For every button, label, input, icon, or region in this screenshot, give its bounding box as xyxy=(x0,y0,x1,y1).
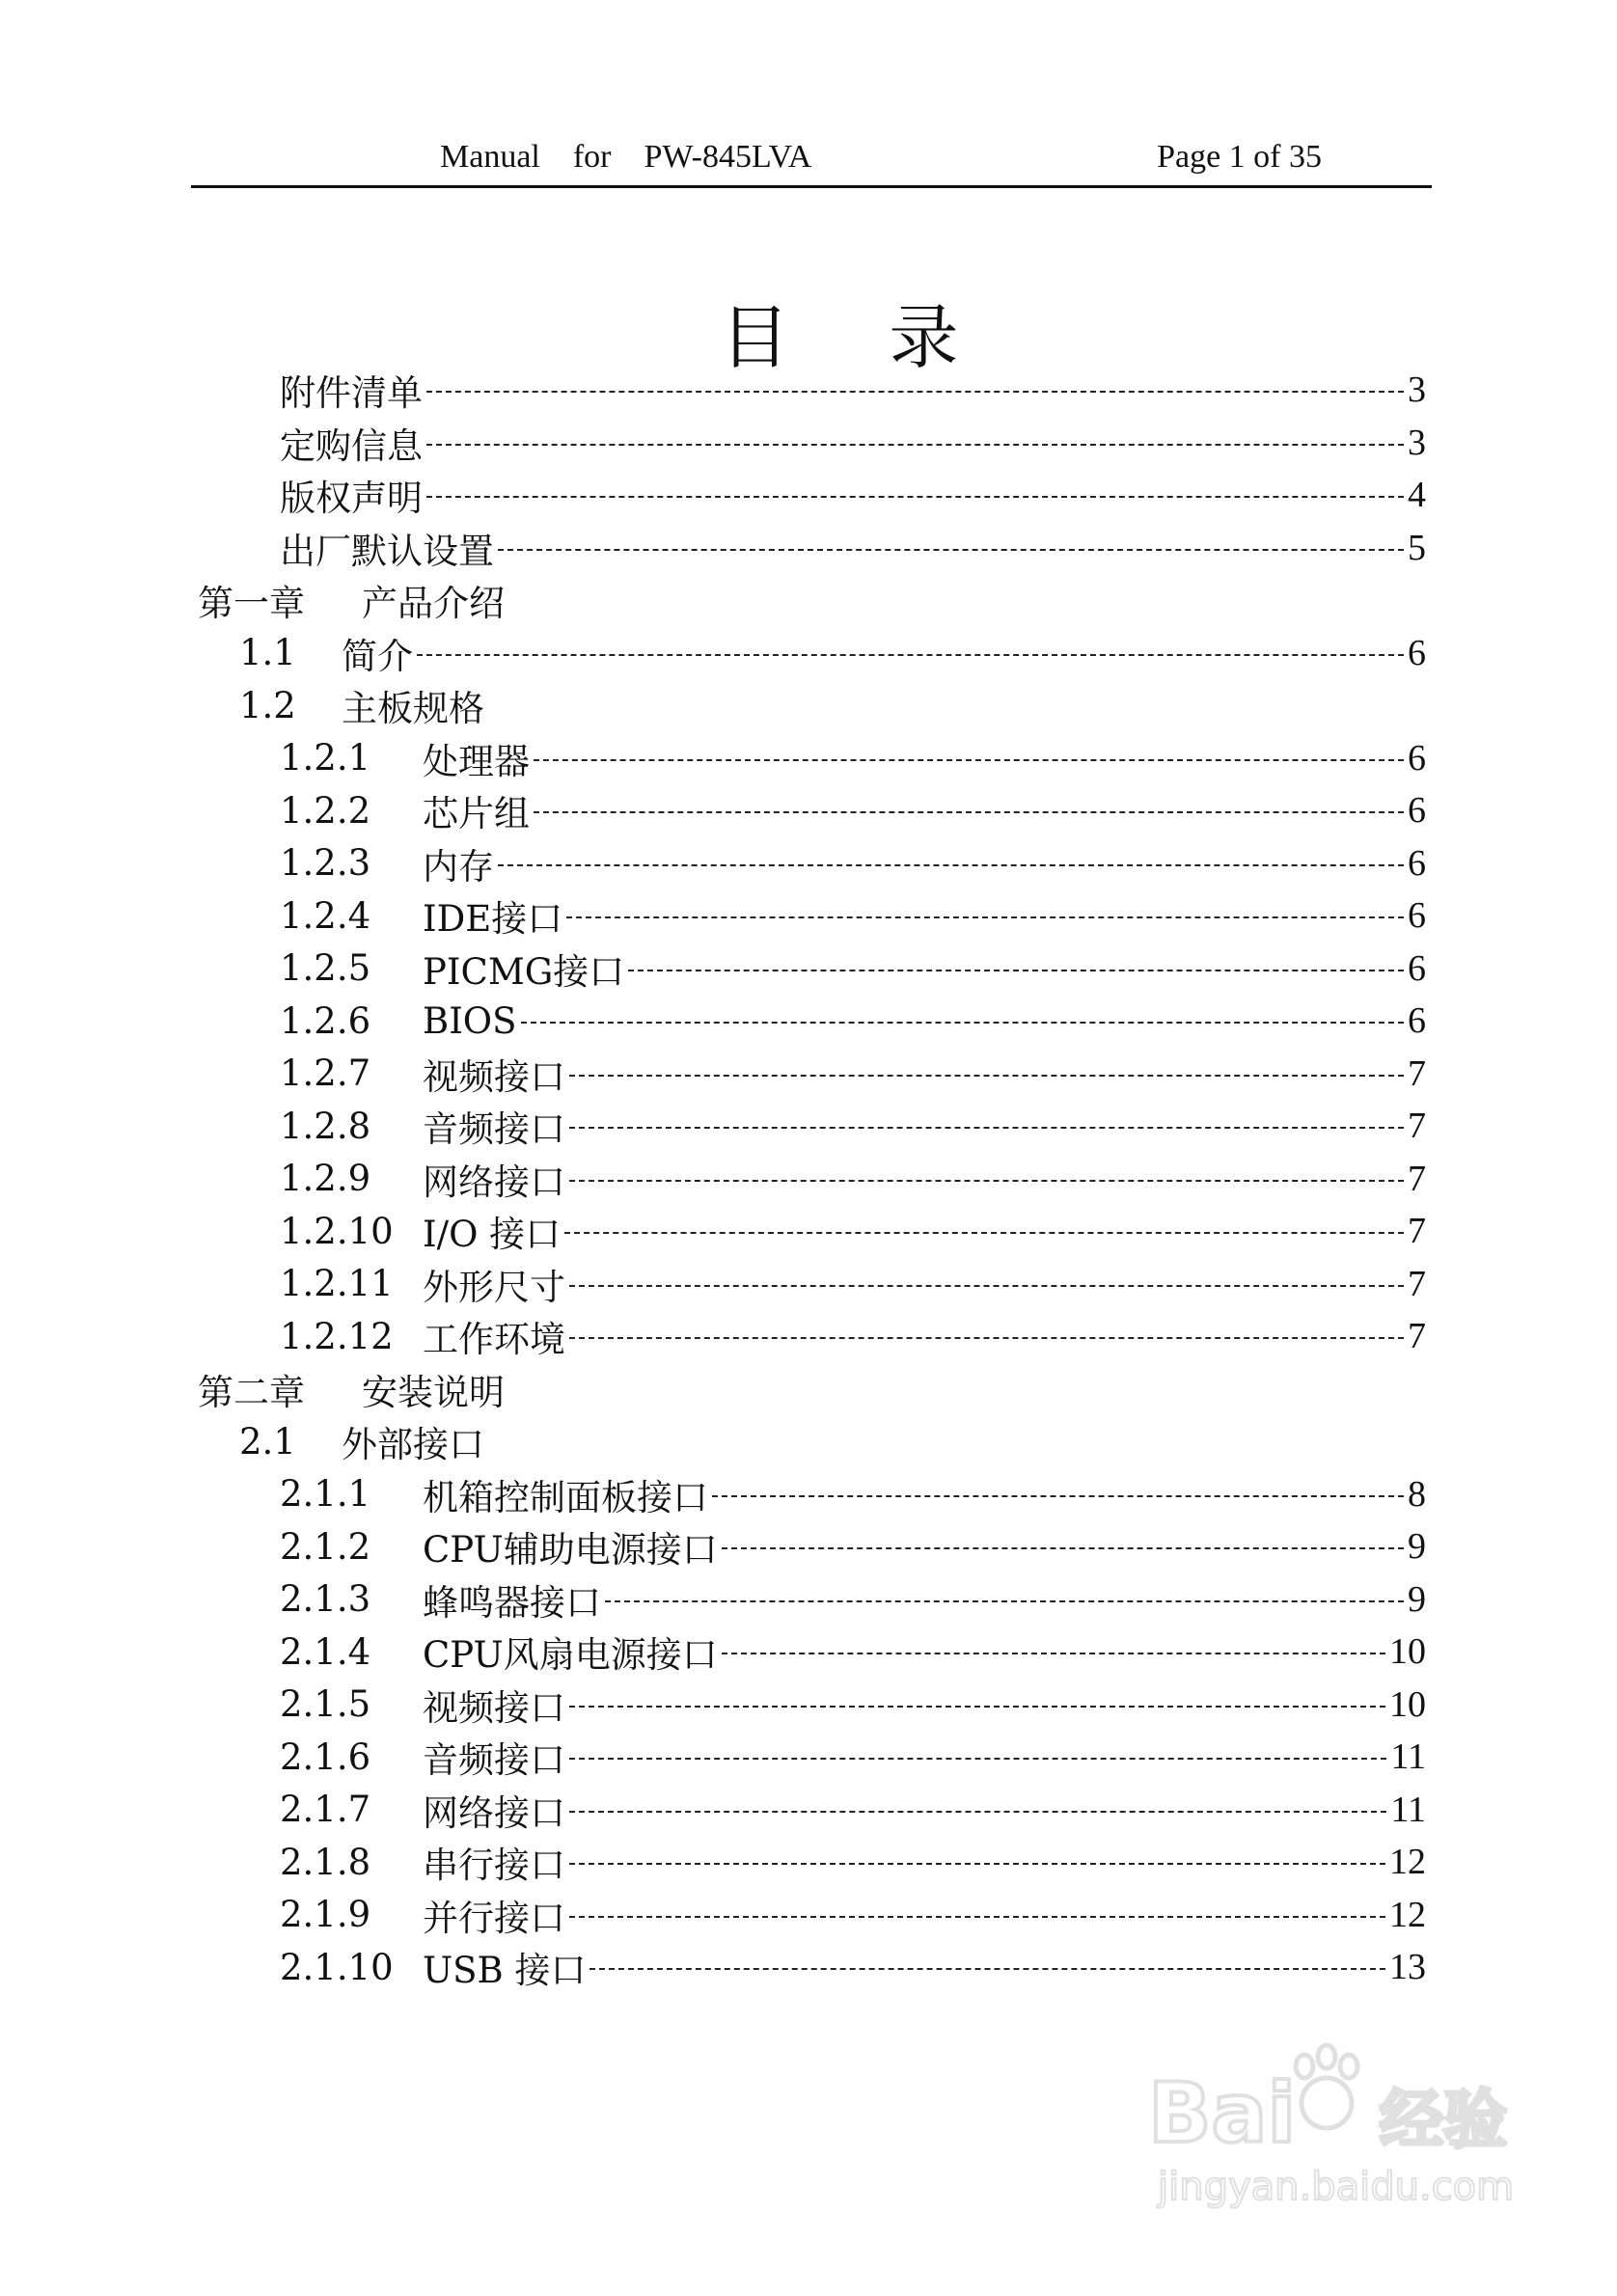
toc-dot-leader xyxy=(722,1547,1404,1549)
toc-entry-number: 2.1.8 xyxy=(280,1841,371,1883)
header-manual-title: Manual for PW-845LVA xyxy=(440,139,812,175)
toc-dot-leader xyxy=(569,1863,1385,1865)
toc-dot-leader xyxy=(498,549,1404,551)
toc-entry-number: 1.2.2 xyxy=(280,789,371,832)
toc-entry-label: 定购信息 xyxy=(280,424,423,467)
toc-entry-number: 2.1.2 xyxy=(280,1525,371,1568)
toc-entry[interactable] xyxy=(280,1942,1426,1992)
toc-entry-label: 并行接口 xyxy=(423,1897,565,1939)
toc-entry-label: 外部接口 xyxy=(342,1424,484,1465)
toc-entry-label: 附件清单 xyxy=(280,372,423,414)
toc-entry-label: CPU风扇电源接口 xyxy=(423,1634,718,1676)
toc-entry-label: 版权声明 xyxy=(280,478,423,519)
toc-entry-page-number: 6 xyxy=(1408,790,1426,831)
toc-entry[interactable] xyxy=(280,1732,1426,1782)
toc-entry-label: 音频接口 xyxy=(423,1739,565,1781)
toc-entry-label: 主板规格 xyxy=(342,688,484,729)
toc-dot-leader xyxy=(564,1232,1404,1234)
toc-entry[interactable] xyxy=(280,1574,1426,1625)
toc-entry-number: 1.1 xyxy=(239,632,296,673)
toc-entry[interactable] xyxy=(280,1626,1426,1677)
toc-entry-page-number: 3 xyxy=(1408,369,1426,410)
toc-dot-leader xyxy=(712,1495,1404,1497)
page-header xyxy=(191,135,1432,188)
toc-entry[interactable] xyxy=(239,628,1426,678)
toc-entry-label: I/O 接口 xyxy=(423,1214,562,1255)
toc-entry-page-number: 7 xyxy=(1408,1158,1426,1199)
toc-entry-page-number: 12 xyxy=(1389,1842,1426,1882)
toc-entry-page-number: 6 xyxy=(1408,895,1426,936)
toc-entry-label: 网络接口 xyxy=(423,1791,565,1834)
toc-entry-number: 1.2.12 xyxy=(280,1315,394,1357)
toc-entry-label: 安装说明 xyxy=(362,1371,505,1413)
toc-dot-leader xyxy=(426,391,1404,393)
toc-entry-label: 外形尺寸 xyxy=(423,1266,565,1308)
toc-entry-number: 第一章 xyxy=(198,583,305,624)
toc-entry-label: 机箱控制面板接口 xyxy=(423,1476,708,1518)
toc-entry-number: 1.2.5 xyxy=(280,947,371,989)
toc-entry[interactable] xyxy=(280,1521,1426,1572)
toc-entry-label: 视频接口 xyxy=(423,1686,565,1729)
toc-entry-page-number: 7 xyxy=(1408,1211,1426,1251)
toc-dot-leader xyxy=(566,916,1404,918)
toc-entry[interactable] xyxy=(239,680,1426,730)
toc-entry-label: 芯片组 xyxy=(423,793,530,834)
toc-entry-number: 2.1.7 xyxy=(280,1789,371,1830)
toc-entry-page-number: 12 xyxy=(1389,1894,1426,1935)
toc-entry-label: 音频接口 xyxy=(423,1108,565,1150)
toc-dot-leader xyxy=(426,496,1404,498)
toc-entry-page-number: 7 xyxy=(1408,1106,1426,1146)
toc-entry[interactable] xyxy=(280,1890,1426,1940)
toc-dot-leader xyxy=(426,444,1404,446)
toc-entry[interactable] xyxy=(280,943,1426,994)
toc-entry-label: 出厂默认设置 xyxy=(280,530,494,572)
toc-entry-page-number: 10 xyxy=(1389,1683,1426,1725)
toc-entry[interactable] xyxy=(280,418,1426,468)
toc-entry-page-number: 6 xyxy=(1408,737,1426,779)
toc-dot-leader xyxy=(569,1916,1385,1918)
toc-entry-label: PICMG接口 xyxy=(423,950,625,993)
baidu-jingyan-watermark-logo xyxy=(1148,2036,1553,2219)
toc-entry-page-number: 11 xyxy=(1390,1789,1426,1830)
toc-dot-leader xyxy=(589,1968,1385,1970)
toc-entry-page-number: 13 xyxy=(1389,1947,1426,1987)
toc-entry-page-number: 6 xyxy=(1408,842,1426,884)
toc-dot-leader xyxy=(521,1022,1405,1024)
toc-entry-number: 2.1 xyxy=(239,1420,296,1462)
toc-dot-leader xyxy=(498,864,1404,866)
toc-entry[interactable] xyxy=(280,1259,1426,1309)
toc-title: 目 录 xyxy=(720,297,998,378)
toc-entry-number: 2.1.6 xyxy=(280,1736,371,1778)
toc-entry-number: 1.2.6 xyxy=(280,999,371,1042)
toc-entry[interactable] xyxy=(280,1680,1426,1730)
toc-entry-number: 2.1.5 xyxy=(280,1683,371,1725)
toc-entry-number: 1.2.9 xyxy=(280,1158,371,1199)
toc-entry-label: 视频接口 xyxy=(423,1055,565,1098)
toc-entry-number: 1.2.1 xyxy=(280,737,371,779)
toc-entry[interactable] xyxy=(280,838,1426,888)
toc-dot-leader xyxy=(417,654,1404,656)
toc-entry-page-number: 6 xyxy=(1408,1000,1426,1041)
toc-entry-page-number: 8 xyxy=(1408,1473,1426,1515)
toc-entry[interactable] xyxy=(280,1154,1426,1204)
toc-entry[interactable] xyxy=(280,996,1426,1046)
toc-dot-leader xyxy=(569,1075,1404,1077)
toc-entry-number: 1.2.10 xyxy=(280,1210,394,1252)
toc-entry-page-number: 7 xyxy=(1408,1263,1426,1304)
toc-entry[interactable] xyxy=(280,1101,1426,1151)
toc-dot-leader xyxy=(569,1758,1386,1760)
toc-dot-leader xyxy=(569,1811,1386,1813)
toc-entry[interactable] xyxy=(280,1837,1426,1887)
toc-dot-leader xyxy=(569,1337,1404,1339)
toc-dot-leader xyxy=(722,1653,1385,1654)
toc-entry-page-number: 6 xyxy=(1408,947,1426,989)
toc-entry-label: 内存 xyxy=(423,845,494,888)
svg-text:Bai: Bai xyxy=(1148,2065,1297,2162)
toc-entry-number: 2.1.4 xyxy=(280,1630,371,1673)
toc-dot-leader xyxy=(569,1180,1404,1182)
toc-entry-page-number: 3 xyxy=(1408,422,1426,463)
toc-entry-label: CPU辅助电源接口 xyxy=(423,1529,718,1571)
toc-entry-label: 网络接口 xyxy=(423,1161,565,1203)
toc-entry[interactable] xyxy=(239,1416,1426,1466)
toc-entry-number: 1.2 xyxy=(239,684,296,726)
toc-entry[interactable] xyxy=(280,785,1426,835)
svg-text:经验: 经验 xyxy=(1380,2083,1507,2157)
toc-entry-page-number: 5 xyxy=(1408,527,1426,568)
toc-entry[interactable] xyxy=(198,1364,1426,1414)
toc-entry[interactable] xyxy=(280,1469,1426,1519)
toc-entry[interactable] xyxy=(280,523,1426,573)
toc-entry-label: USB 接口 xyxy=(423,1950,587,1991)
toc-entry-number: 2.1.3 xyxy=(280,1578,371,1620)
toc-entry-page-number: 9 xyxy=(1408,1526,1426,1567)
toc-entry-number: 1.2.3 xyxy=(280,842,371,884)
toc-entry-number: 2.1.10 xyxy=(280,1946,394,1988)
toc-dot-leader xyxy=(569,1285,1404,1287)
toc-entry-number: 1.2.11 xyxy=(280,1263,394,1304)
header-page-number: Page 1 of 35 xyxy=(1157,139,1322,175)
toc-entry[interactable] xyxy=(280,733,1426,783)
toc-entry-label: 蜂鸣器接口 xyxy=(423,1581,601,1624)
toc-entry-number: 第二章 xyxy=(198,1371,305,1413)
svg-text:jingyan.baidu.com: jingyan.baidu.com xyxy=(1158,2165,1515,2209)
toc-entry-number: 1.2.8 xyxy=(280,1105,371,1147)
toc-entry-page-number: 7 xyxy=(1408,1052,1426,1094)
toc-entry-label: 简介 xyxy=(342,635,413,677)
toc-dot-leader xyxy=(534,759,1404,761)
toc-entry-label: IDE接口 xyxy=(423,898,563,940)
toc-entry[interactable] xyxy=(280,365,1426,415)
toc-entry-number: 1.2.7 xyxy=(280,1052,371,1094)
toc-dot-leader xyxy=(569,1706,1385,1708)
toc-entry[interactable] xyxy=(280,1785,1426,1835)
toc-entry-page-number: 7 xyxy=(1408,1316,1426,1356)
toc-entry-page-number: 11 xyxy=(1390,1736,1426,1777)
toc-entry-label: 工作环境 xyxy=(423,1319,565,1360)
toc-entry-page-number: 9 xyxy=(1408,1578,1426,1620)
toc-entry-number: 2.1.9 xyxy=(280,1894,371,1935)
toc-dot-leader xyxy=(534,811,1404,813)
toc-entry-number: 2.1.1 xyxy=(280,1473,371,1515)
toc-entry[interactable] xyxy=(280,890,1426,941)
toc-entry[interactable] xyxy=(198,575,1426,625)
toc-entry-page-number: 10 xyxy=(1389,1631,1426,1672)
toc-entry-number: 1.2.4 xyxy=(280,894,371,937)
toc-dot-leader xyxy=(569,1127,1404,1129)
toc-entry-page-number: 6 xyxy=(1408,632,1426,673)
toc-entry-label: 产品介绍 xyxy=(362,583,505,624)
toc-entry[interactable] xyxy=(280,1311,1426,1361)
toc-dot-leader xyxy=(628,970,1404,971)
toc-entry[interactable] xyxy=(280,1049,1426,1099)
toc-entry-label: BIOS xyxy=(423,999,517,1042)
toc-dot-leader xyxy=(605,1600,1404,1602)
toc-entry-label: 串行接口 xyxy=(423,1845,565,1886)
toc-entry[interactable] xyxy=(280,1206,1426,1256)
toc-entry[interactable] xyxy=(280,470,1426,520)
toc-entry-label: 处理器 xyxy=(423,740,530,782)
toc-entry-page-number: 4 xyxy=(1408,475,1426,515)
